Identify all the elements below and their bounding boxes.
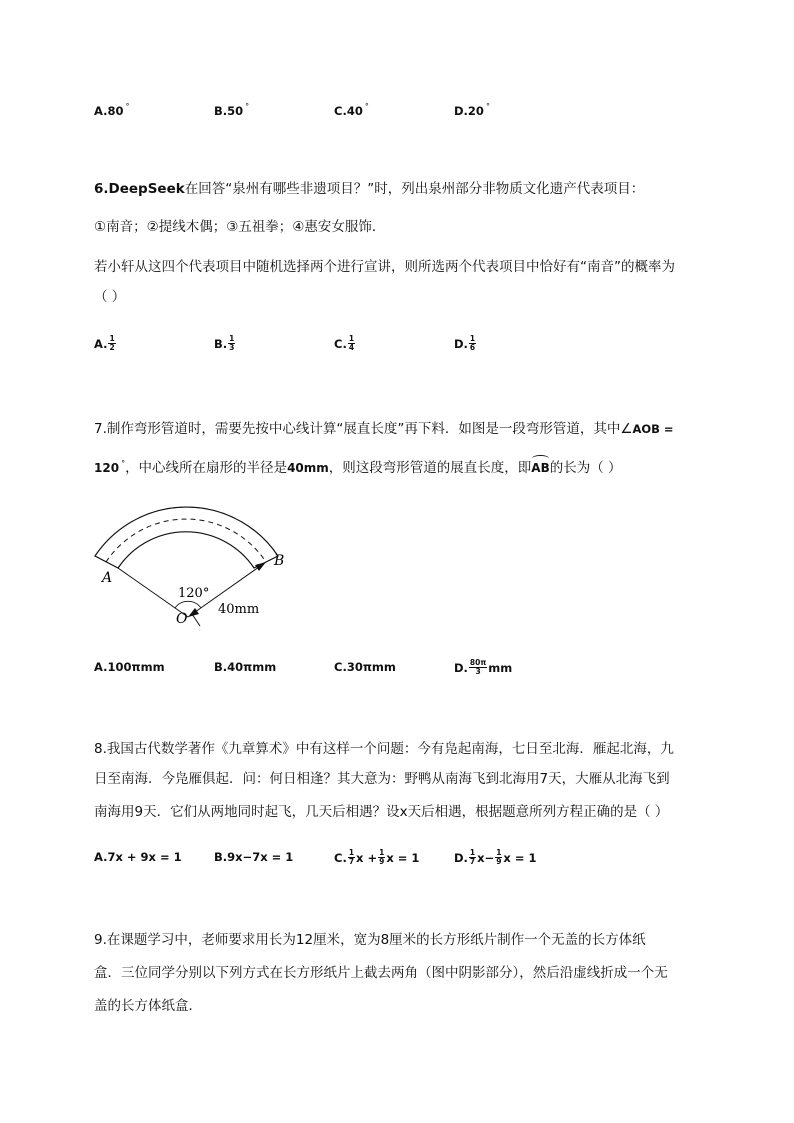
- q9-line1: 9.在课题学习中，老师要求用长为12厘米，宽为8厘米的长方形纸片制作一个无盖的长方体纸: [94, 932, 646, 948]
- q5-option-d: D.20 °: [454, 102, 490, 118]
- pipe-sector-figure: [86, 500, 306, 640]
- arc-ab-label: AB: [531, 461, 550, 475]
- label-o: O: [176, 611, 188, 627]
- q7-line1: 7.制作弯形管道时，需要先按中心线计算“展直长度”再下料．如图是一段弯形管道，其中∠AOB =: [94, 421, 674, 437]
- q8-line1: 8.我国古代数学著作《九章算术》中有这样一个问题：今有凫起南海，七日至北海．雁起北海，九: [94, 741, 674, 757]
- q5-option-a: A.80 °: [94, 102, 130, 118]
- q8-option-b: B.9x−7x = 1: [214, 850, 294, 864]
- q6-option-c: C. $\frac{1}{4}$: [334, 334, 355, 352]
- q6-option-b: B. $\frac{1}{3}$: [214, 334, 235, 352]
- q9-line2: 盒．三位同学分别以下列方式在长方形纸片上截去两角（图中阴影部分），然后沿虚线折成一个无: [94, 965, 668, 981]
- q5-option-c: C.40 °: [334, 102, 369, 118]
- q7-option-d: D. $\frac{80\pi}{3}$ mm: [454, 658, 513, 676]
- q8-line3: 南海用9天．它们从两地同时起飞，几天后相遇？设x天后相遇，根据题意所列方程正确的是（ ）: [94, 804, 669, 820]
- q7-option-c: C.30πmm: [334, 660, 396, 674]
- q7-option-a: A.100πmm: [94, 660, 165, 674]
- center-line: [106, 519, 266, 562]
- q9-line3: 盖的长方体纸盒．: [94, 998, 202, 1014]
- radius-label: 40mm: [218, 602, 260, 617]
- q6-line2: ①南音；②提线木偶；③五祖拳；④惠安女服饰．: [94, 219, 386, 235]
- q7-option-b: B.40πmm: [214, 660, 277, 674]
- q5-option-b: B.50 °: [214, 102, 250, 118]
- label-b: B: [274, 553, 285, 569]
- q6-option-a: A. $\frac{1}{2}$: [94, 334, 115, 352]
- q8-option-c: C. $\frac{1}{7}$ x + $\frac{1}{9}$ x = 1: [334, 848, 420, 866]
- q8-option-d: D. $\frac{1}{7}$ x− $\frac{1}{9}$ x = 1: [454, 848, 537, 866]
- q8-option-a: A.7x + 9x = 1: [94, 850, 182, 864]
- q7-line2: 120 °，中心线所在扇形的半径是40mm，则这段弯形管道的展直长度，即AB的长为（ ）: [94, 459, 622, 476]
- pipe-outline: [95, 507, 278, 568]
- angle-arc: [175, 601, 201, 608]
- radius-tick: [192, 614, 200, 626]
- q8-line2: 日至南海．今凫雁俱起．问：何日相逢？其大意为：野鸭从南海飞到北海用7天，大雁从北海飞到: [94, 771, 670, 787]
- q6-option-d: D. $\frac{1}{6}$: [454, 334, 476, 352]
- label-a: A: [102, 570, 113, 586]
- angle-label: 120°: [178, 586, 210, 601]
- radius-arrow-end: [255, 562, 266, 571]
- q6-line3: 若小轩从这四个代表项目中随机选择两个进行宣讲，则所选两个代表项目中恰好有“南音”的概率为: [94, 259, 675, 275]
- q6-line1: 6.DeepSeek在回答“泉州有哪些非遗项目？”时，列出泉州部分非物质文化遗产代表项目：: [94, 181, 645, 197]
- q6-line4: （ ）: [94, 289, 126, 305]
